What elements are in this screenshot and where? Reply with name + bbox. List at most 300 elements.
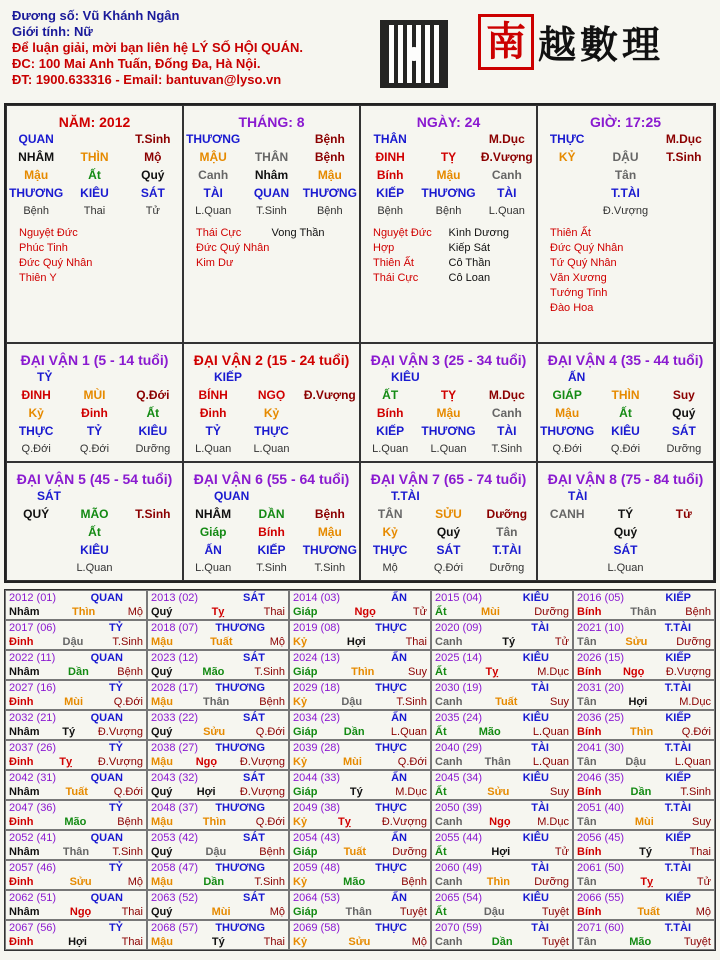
pillar-hidden-gods-item: THƯƠNG [302, 186, 357, 200]
year-stage: Q.Đới [681, 726, 711, 738]
daivan-1 [183, 343, 360, 462]
year-stem: Ất [435, 786, 447, 798]
year-god: T.TÀI [664, 862, 691, 874]
star-good: Nguyệt Đức Hợp [373, 227, 432, 254]
year-label: 2048 (37) [151, 802, 199, 814]
year-cell [573, 650, 715, 680]
year-label: 2040 (29) [435, 742, 483, 754]
year-top [151, 741, 285, 755]
pillar-hidden-gods [361, 184, 536, 202]
daivan-hidden-gods-item: THỰC [18, 424, 54, 438]
year-stem: Mậu [151, 636, 173, 648]
year-cell [147, 740, 289, 770]
year-god: QUAN [90, 712, 123, 724]
year-stage: Bệnh [117, 816, 143, 828]
daivan-hidden-stems-item: Tân [496, 525, 518, 539]
year-label: 2044 (33) [293, 772, 341, 784]
year-bottom [9, 635, 143, 649]
year-stem: Nhâm [9, 906, 40, 918]
year-god: KIÊU [522, 592, 549, 604]
year-stage: Tử [412, 606, 427, 618]
year-row [5, 650, 715, 680]
year-god: TỶ [108, 862, 123, 874]
year-stem: Kỷ [293, 756, 308, 768]
year-bottom [293, 725, 427, 739]
daivan-6 [360, 462, 537, 581]
year-cell [147, 650, 289, 680]
year-bottom [435, 725, 569, 739]
pillar-god-item: THÂN [373, 132, 407, 146]
year-branch: Tỵ [640, 876, 654, 888]
year-stem: Giáp [293, 606, 318, 618]
year-branch: Mùi [64, 696, 84, 708]
year-cell [431, 740, 573, 770]
year-branch: Dần [630, 786, 652, 798]
pillar-0 [6, 105, 183, 343]
pillar-hidden-stems [184, 166, 359, 184]
year-stage: Bệnh [117, 666, 143, 678]
pillar-title: GIỜ: 17:25 [589, 114, 662, 130]
year-bottom [293, 845, 427, 859]
daivan-hidden-stems [361, 404, 536, 422]
year-branch: Thân [345, 906, 372, 918]
year-branch: Dậu [62, 636, 84, 648]
daivan-hidden-stems-item: Mậu [317, 525, 342, 539]
year-branch: Tuất [343, 846, 367, 858]
pillar-god [7, 130, 182, 148]
daivan-hidden-gods-item: TÀI [497, 424, 517, 438]
year-cell [431, 710, 573, 740]
pillar-stages-item: Đ.Vượng [602, 205, 649, 217]
daivan-stages-item: Dưỡng [666, 443, 702, 455]
year-top [435, 651, 569, 665]
pillar-stages-item: T.Sinh [256, 205, 287, 217]
year-cell [431, 860, 573, 890]
year-branch: Mão [343, 876, 366, 888]
year-top [9, 771, 143, 785]
year-cell [573, 680, 715, 710]
year-god: ẤN [391, 712, 407, 724]
year-branch: Mão [629, 936, 652, 948]
daivan-stem-branch [184, 505, 359, 523]
year-branch: Tý [62, 726, 76, 738]
daivan-hidden-gods-item: TỶ [86, 424, 103, 438]
year-label: 2066 (55) [577, 892, 625, 904]
daivan-stages-item: Mộ [382, 562, 398, 574]
year-top [151, 861, 285, 875]
year-top [435, 831, 569, 845]
year-cell [573, 620, 715, 650]
year-stem: Mậu [151, 876, 173, 888]
year-branch: Mùi [211, 906, 231, 918]
year-god: ẤN [391, 592, 407, 604]
year-stage: T.Sinh [254, 666, 285, 678]
year-stage: Đ.Vượng [97, 756, 143, 768]
pillar-stages-item: Bệnh [435, 205, 462, 217]
year-bottom [577, 875, 711, 889]
year-branch: Sửu [69, 876, 92, 888]
year-cell [573, 740, 715, 770]
year-bottom [435, 905, 569, 919]
year-bottom [151, 635, 285, 649]
daivan-stem-branch-item: DẦN [258, 507, 285, 521]
year-top [9, 801, 143, 815]
daivan-stem-branch [361, 505, 536, 523]
pillar-stages-item: Thai [83, 205, 106, 217]
year-top [577, 621, 711, 635]
year-stem: Đinh [9, 876, 34, 888]
year-god: KIẾP [665, 892, 691, 904]
year-branch: Sửu [487, 786, 510, 798]
year-stage: Bệnh [685, 606, 711, 618]
year-cell [431, 620, 573, 650]
daivan-stages-item: L.Quan [195, 562, 232, 574]
daivan-hidden-stems-item: Mậu [436, 406, 461, 420]
year-label: 2026 (15) [577, 652, 625, 664]
year-top [577, 861, 711, 875]
year-god: T.TÀI [664, 682, 691, 694]
year-god: TỶ [108, 682, 123, 694]
pillar-2 [360, 105, 537, 343]
year-bottom [151, 665, 285, 679]
year-bottom [151, 845, 285, 859]
daivan-7 [537, 462, 714, 581]
daivan-god-item: TÀI [568, 489, 588, 503]
year-god: T.TÀI [664, 622, 691, 634]
pillar-stem-branch-item: THÂN [254, 150, 289, 164]
year-cell [573, 800, 715, 830]
year-label: 2032 (21) [9, 712, 57, 724]
year-stem: Ất [435, 606, 447, 618]
year-top [293, 771, 427, 785]
year-god: T.TÀI [664, 922, 691, 934]
year-stage: Mộ [127, 876, 143, 888]
year-stage: Thai [689, 846, 711, 858]
daivan-stem-branch [361, 386, 536, 404]
gender-line: Giới tính: Nữ [12, 24, 93, 39]
daivan-stem-branch-item: BÍNH [198, 388, 228, 402]
year-stage: T.Sinh [680, 786, 711, 798]
year-top [9, 591, 143, 605]
daivan-hidden-gods-item: KIÊU [611, 424, 640, 438]
daivan-stages [361, 440, 536, 458]
daivan-stages [184, 440, 359, 458]
year-label: 2059 (48) [293, 862, 341, 874]
pillar-hidden-stems [7, 166, 182, 184]
daivan-hidden-stems-item: Quý [613, 525, 638, 539]
year-bottom [9, 935, 143, 949]
year-row [5, 710, 715, 740]
year-bottom [151, 755, 285, 769]
pillar-stem-branch-item: Mộ [144, 150, 162, 164]
pillar-hidden-gods-item: TÀI [203, 186, 223, 200]
year-stem: Bính [577, 606, 602, 618]
year-god: TÀI [531, 682, 549, 694]
year-row [5, 620, 715, 650]
year-cell [431, 920, 573, 950]
year-bottom [435, 845, 569, 859]
pillar-stages [361, 202, 536, 220]
daivan-stages [7, 440, 182, 458]
year-cell [289, 740, 431, 770]
year-stage: Mộ [127, 606, 143, 618]
year-stage: Suy [408, 666, 427, 678]
year-god: TỶ [108, 622, 123, 634]
daivan-god-item: TỶ [37, 370, 53, 384]
year-label: 2016 (05) [577, 592, 625, 604]
year-bottom [435, 665, 569, 679]
year-bottom [293, 665, 427, 679]
year-top [577, 651, 711, 665]
year-stage: T.Sinh [254, 876, 285, 888]
daivan-stem-branch-item: QUÝ [23, 507, 50, 521]
year-god: THƯƠNG [215, 802, 265, 814]
year-god: QUAN [90, 832, 123, 844]
daivan-stages-item: Q.Đới [433, 562, 464, 574]
year-stem: Bính [577, 726, 602, 738]
stars-bad [272, 226, 348, 271]
star-good: Thái Cực [196, 227, 242, 239]
year-bottom [9, 695, 143, 709]
year-branch: Mão [478, 726, 501, 738]
year-branch: Dần [491, 936, 513, 948]
year-god: SÁT [243, 652, 265, 664]
year-top [435, 801, 569, 815]
daivan-stem-branch [538, 386, 713, 404]
pillar-stages-item: Tử [145, 205, 160, 217]
pillar-hidden-stems-item: Canh [198, 168, 229, 182]
daivan-stem-branch-item: ĐINH [21, 388, 51, 402]
pillar-stages-item: Bệnh [23, 205, 50, 217]
daivan-hidden-gods-item: THƯƠNG [540, 424, 595, 438]
year-god: KIẾP [665, 592, 691, 604]
year-label: 2036 (25) [577, 712, 625, 724]
year-label: 2029 (18) [293, 682, 341, 694]
pillar-hidden-gods-item: T.TÀI [611, 186, 640, 200]
year-god: TỶ [108, 922, 123, 934]
year-bottom [577, 725, 711, 739]
daivan-god [184, 487, 359, 505]
year-label: 2041 (30) [577, 742, 625, 754]
year-label: 2053 (42) [151, 832, 199, 844]
year-bottom [577, 605, 711, 619]
year-cell [147, 920, 289, 950]
year-stage: Mộ [411, 936, 427, 948]
pillar-god [184, 130, 359, 148]
year-branch: Tuất [65, 786, 88, 798]
year-cell [5, 710, 147, 740]
year-stem: Ất [435, 846, 447, 858]
year-branch: Thân [484, 756, 511, 768]
pillar-3 [537, 105, 714, 343]
year-stage: Thai [121, 936, 143, 948]
year-row [5, 890, 715, 920]
year-god: TỶ [108, 802, 123, 814]
daivan-title: ĐẠI VẬN 1 (5 - 14 tuổi) [20, 352, 169, 368]
daivan-hidden-gods-item: SÁT [436, 543, 461, 557]
year-branch: Mùi [634, 816, 654, 828]
year-stem: Tân [577, 876, 597, 888]
year-stage: T.Sinh [112, 846, 143, 858]
year-cell [431, 890, 573, 920]
year-branch: Sửu [625, 636, 648, 648]
year-cell [289, 710, 431, 740]
year-top [293, 621, 427, 635]
year-stage: Suy [550, 696, 569, 708]
pillar-stem-branch-item: ĐINH [375, 150, 405, 164]
year-cell [289, 800, 431, 830]
year-top [151, 831, 285, 845]
year-label: 2037 (26) [9, 742, 57, 754]
year-god: KIẾP [665, 652, 691, 664]
year-top [151, 891, 285, 905]
year-stage: T.Sinh [396, 696, 427, 708]
year-label: 2055 (44) [435, 832, 483, 844]
pillar-stem-branch [7, 148, 182, 166]
year-branch: Dậu [483, 906, 505, 918]
daivan-hidden-gods-item: THƯƠNG [302, 543, 357, 557]
daivan-hidden-gods-item: KIÊU [138, 424, 168, 438]
daivan-hidden-stems-item: Bính [376, 406, 404, 420]
pillar-hidden-gods-item: THƯƠNG [421, 186, 476, 200]
year-stem: Quý [151, 606, 173, 618]
year-bottom [435, 875, 569, 889]
chart-grid [4, 103, 716, 583]
year-row [5, 590, 715, 620]
year-god: TÀI [531, 622, 549, 634]
year-stem: Nhâm [9, 606, 40, 618]
year-stem: Kỷ [293, 936, 308, 948]
year-cell [573, 770, 715, 800]
year-stage: Dưỡng [534, 606, 569, 618]
stars-bad [449, 226, 525, 286]
year-bottom [151, 785, 285, 799]
year-bottom [151, 605, 285, 619]
year-branch: Ngọ [354, 606, 376, 618]
daivan-god-item: ẤN [568, 370, 586, 384]
seal-logo: 南 [478, 14, 534, 70]
daivan-hidden-stems-item: Kỷ [263, 406, 280, 420]
year-top [151, 591, 285, 605]
daivan-hidden-gods [361, 541, 536, 559]
year-top [9, 711, 143, 725]
year-god: ẤN [391, 772, 407, 784]
daivan-hidden-stems-item: Canh [491, 406, 522, 420]
daivan-hidden-stems [538, 404, 713, 422]
daivan-stages [184, 559, 359, 577]
daivan-god [361, 368, 536, 386]
year-label: 2063 (52) [151, 892, 199, 904]
daivan-stages [538, 440, 713, 458]
pillar-hidden-gods [184, 184, 359, 202]
year-stem: Giáp [293, 726, 318, 738]
daivan-god [538, 368, 713, 386]
year-cell [289, 770, 431, 800]
brand-logo: 越數理 [538, 22, 665, 67]
year-row [5, 770, 715, 800]
year-stage: Suy [692, 816, 711, 828]
daivan-stem-branch-item: MÙI [83, 388, 106, 402]
year-god: THỰC [375, 802, 407, 814]
year-top [9, 621, 143, 635]
year-top [577, 711, 711, 725]
daivan-god-item: SÁT [37, 489, 61, 503]
daivan-stem-branch-item: ẤT [382, 388, 399, 402]
year-stem: Quý [151, 906, 173, 918]
year-bottom [577, 905, 711, 919]
year-top [577, 681, 711, 695]
year-bottom [151, 815, 285, 829]
year-stem: Tân [577, 636, 597, 648]
daivan-god [184, 368, 359, 386]
year-stage: Q.Đới [255, 816, 285, 828]
year-bottom [293, 695, 427, 709]
year-label: 2047 (36) [9, 802, 57, 814]
year-branch: Ngọ [195, 756, 218, 768]
year-stem: Kỷ [293, 816, 308, 828]
daivan-stem-branch-item: M.Dục [488, 388, 525, 402]
contact-line: Để luận giải, mời bạn liên hệ LÝ SỐ HỘI QUÁN. [12, 40, 303, 55]
year-stem: Kỷ [293, 876, 308, 888]
year-label: 2069 (58) [293, 922, 341, 934]
daivan-stages-item: Dưỡng [135, 443, 171, 455]
daivan-hidden-gods [361, 422, 536, 440]
year-label: 2060 (49) [435, 862, 483, 874]
year-bottom [151, 905, 285, 919]
star-bad: Kiếp Sát [448, 242, 491, 254]
year-label: 2054 (43) [293, 832, 341, 844]
year-top [435, 621, 569, 635]
year-cell [147, 710, 289, 740]
year-cell [289, 920, 431, 950]
year-stem: Đinh [9, 696, 34, 708]
daivan-hidden-gods [7, 541, 182, 559]
year-stage: Suy [550, 786, 569, 798]
year-stage: Bệnh [259, 846, 285, 858]
year-label: 2013 (02) [151, 592, 199, 604]
year-branch: Tuất [210, 636, 233, 648]
star-bad: Vong Thần [271, 227, 325, 239]
daivan-title: ĐẠI VẬN 6 (55 - 64 tuổi) [193, 471, 350, 487]
year-bottom [151, 695, 285, 709]
daivan-hidden-gods-item: SÁT [613, 543, 638, 557]
daivan-title: ĐẠI VẬN 4 (35 - 44 tuổi) [547, 352, 704, 368]
year-branch: Mùi [480, 606, 500, 618]
pillar-hidden-stems-item: Quý [141, 168, 165, 182]
pillar-hidden-stems-item: Mậu [317, 168, 342, 182]
year-god: QUAN [90, 652, 123, 664]
year-top [435, 741, 569, 755]
year-label: 2015 (04) [435, 592, 483, 604]
daivan-hidden-stems-item: Giáp [199, 525, 227, 539]
daivan-hidden-gods-item: THỰC [372, 543, 408, 557]
pillar-god-item: M.Dục [665, 132, 702, 146]
year-branch: Hợi [628, 696, 648, 708]
pillar-stages-item: Bệnh [377, 205, 404, 217]
pillar-stem-branch-item: T.Sinh [666, 150, 702, 164]
year-top [9, 831, 143, 845]
pillar-god-item: THƯƠNG [186, 132, 241, 146]
year-stem: Ất [435, 726, 447, 738]
year-top [9, 861, 143, 875]
daivan-stages-item: L.Quan [372, 443, 409, 455]
stars-good [373, 226, 449, 286]
year-stem: Canh [435, 636, 463, 648]
pillar-stars [361, 220, 536, 292]
year-top [577, 591, 711, 605]
star-good: Tứ Quý Nhân [550, 257, 617, 269]
year-top [435, 771, 569, 785]
